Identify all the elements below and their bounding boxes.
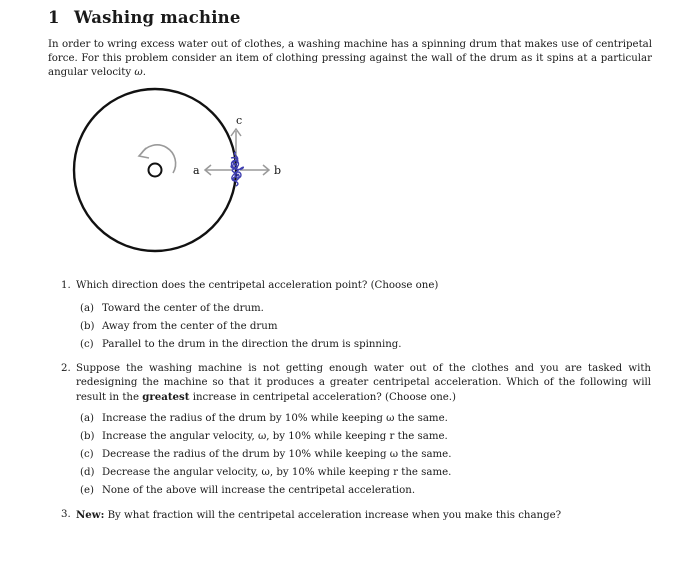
- clothing-icon: [231, 152, 243, 186]
- option-2a: [80, 412, 448, 426]
- option-2d: [80, 466, 451, 480]
- option-label: (c): [80, 339, 94, 350]
- intro-text: In order to wring excess water out of clothes, a washing machine has a spinning drum that makes use of centripetal force. For this problem consider an item of clothing pressing against the wall of the drum as it spins at a particular angular velocity: [48, 39, 652, 79]
- option-text: Increase the angular velocity, ω, by 10% while keeping r the same.: [102, 431, 448, 442]
- rotation-arrowhead-icon: [139, 148, 149, 158]
- question-3: [61, 508, 651, 523]
- option-label: (e): [80, 485, 94, 496]
- option-text: Parallel to the drum in the direction the drum is spinning.: [102, 339, 402, 350]
- option-2c: [80, 448, 451, 462]
- option-label: (a): [80, 303, 95, 314]
- option-label: (c): [80, 449, 94, 460]
- section-heading: [48, 8, 241, 27]
- option-text: Decrease the radius of the drum by 10% while keeping ω the same.: [102, 449, 452, 460]
- option-1c: [80, 338, 402, 352]
- section-number: 1: [48, 8, 60, 27]
- intro-text-end: .: [142, 67, 146, 79]
- section-title: Washing machine: [74, 8, 241, 27]
- question-text-end: By what fraction will the centripetal acceleration increase when you make this change?: [104, 510, 562, 521]
- question-1: [61, 279, 651, 293]
- option-2e: [80, 484, 415, 498]
- option-label: (a): [80, 413, 95, 424]
- question-emphasis: greatest: [142, 391, 190, 403]
- label-b: b: [274, 164, 282, 177]
- question-text-start: Suppose the washing machine is not getting enough water out of the clothes and you are tasked with redesigning the machine so that it produces a greater centripetal acceleration. Which of the following will result in the: [76, 363, 651, 403]
- question-number: 2.: [61, 363, 71, 374]
- option-text: None of the above will increase the centripetal acceleration.: [102, 485, 416, 496]
- option-1a: [80, 302, 264, 316]
- option-label: (d): [80, 467, 95, 478]
- question-number: 3.: [61, 509, 71, 520]
- option-text: Toward the center of the drum.: [102, 303, 264, 314]
- question-text-end: increase in centripetal acceleration? (Choose one.): [189, 392, 457, 403]
- drum-axis: [149, 164, 162, 177]
- omega-symbol: ω: [134, 67, 143, 79]
- question-emphasis: New:: [76, 509, 105, 521]
- option-text: Decrease the angular velocity, ω, by 10% while keeping r the same.: [102, 467, 452, 478]
- washing-drum-figure: [60, 80, 320, 260]
- question-text: [76, 362, 651, 405]
- intro-paragraph: [48, 38, 652, 81]
- option-text: Increase the radius of the drum by 10% while keeping ω the same.: [102, 413, 448, 424]
- label-c: c: [236, 114, 243, 127]
- question-text: [76, 508, 651, 523]
- option-label: (b): [80, 431, 95, 442]
- option-label: (b): [80, 321, 95, 332]
- label-a: a: [193, 164, 200, 177]
- rotation-arrow-icon: [141, 145, 176, 173]
- question-2: [61, 362, 651, 405]
- option-1b: [80, 320, 278, 334]
- option-2b: [80, 430, 448, 444]
- question-text: Which direction does the centripetal acceleration point? (Choose one): [76, 280, 439, 291]
- question-number: 1.: [61, 280, 71, 291]
- option-text: Away from the center of the drum: [102, 321, 278, 332]
